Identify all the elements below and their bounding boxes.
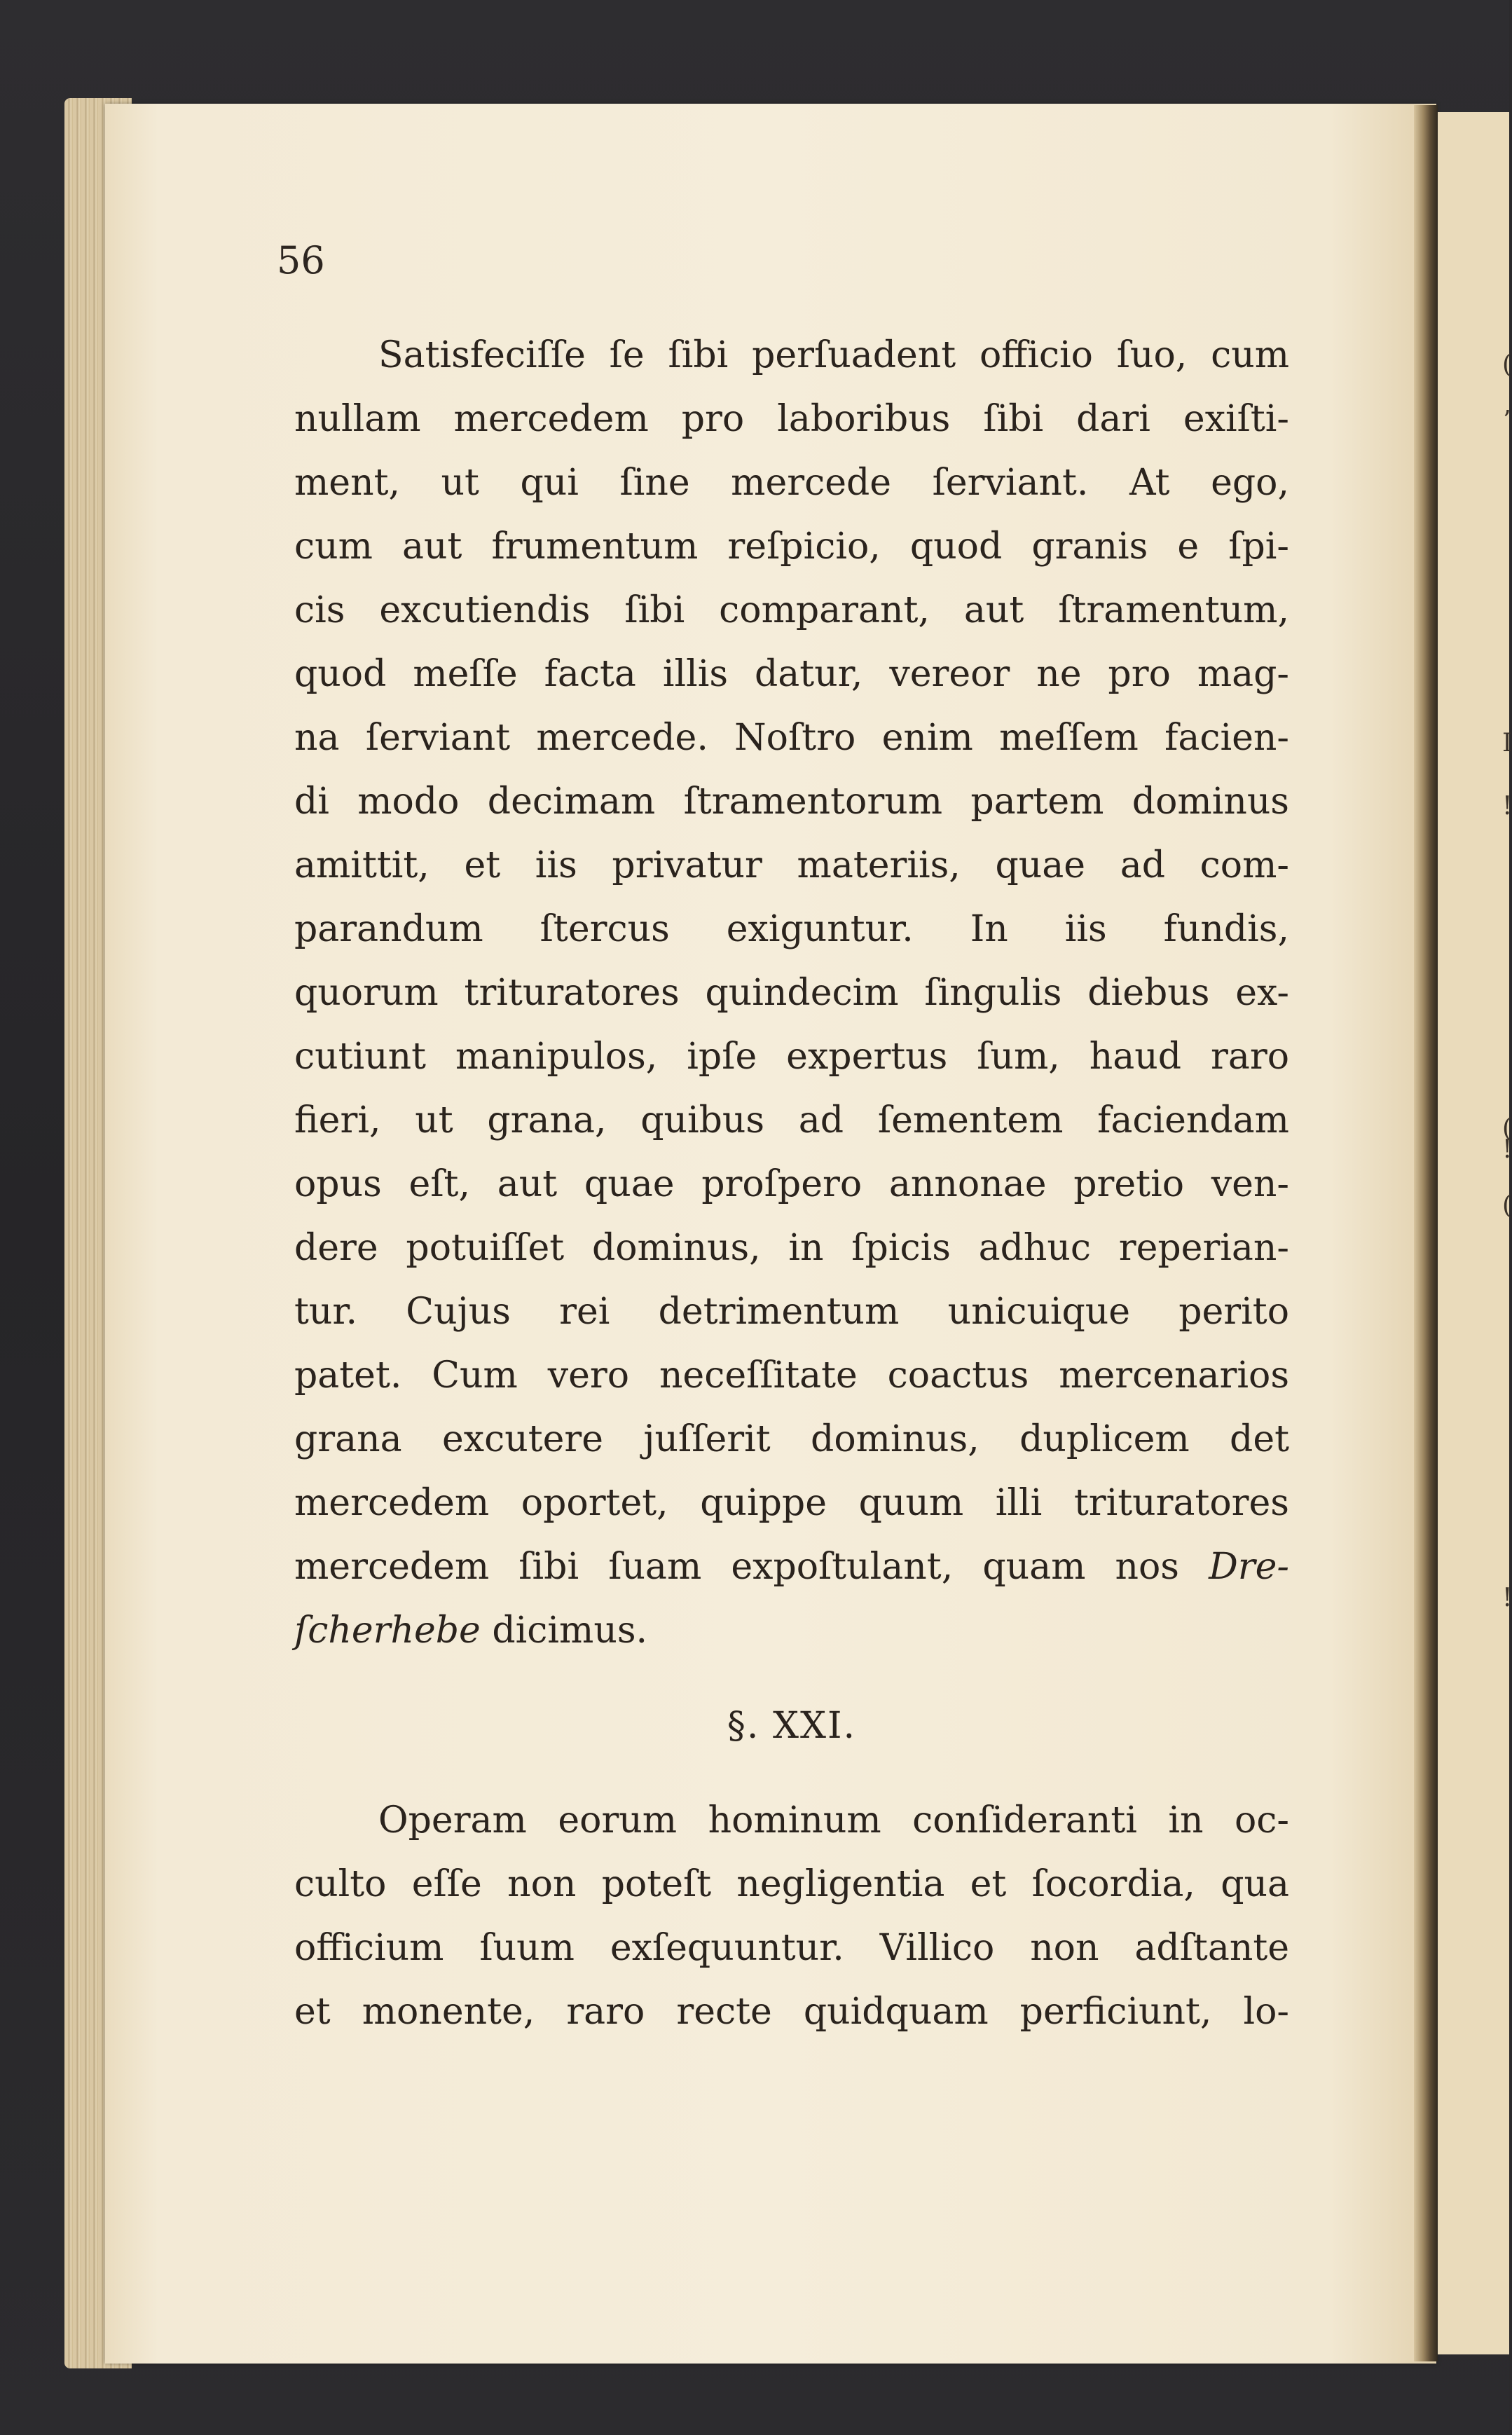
text-line: Operam eorum hominum conſideranti in oc- (378, 1799, 1289, 1841)
text-line: cutiunt manipulos, ipſe expertus ſum, haud raro (294, 1036, 1289, 1078)
text-line: nullam mercedem pro laboribus ſibi dari exiſti- (294, 398, 1289, 440)
book-gutter (1414, 105, 1438, 2361)
text-line: grana excutere juſſerit dominus, duplicem det (294, 1418, 1289, 1460)
facing-glyph: ( (1502, 350, 1512, 379)
text-line: mercedem oportet, quippe quum illi trituratores (294, 1482, 1289, 1524)
text-line: opus eſt, aut quae proſpero annonae pretio ven- (294, 1163, 1289, 1205)
facing-glyph: ! (1502, 1135, 1512, 1164)
facing-glyph: ( (1502, 1191, 1512, 1220)
text-line: amittit, et iis privatur materiis, quae ad com- (294, 844, 1289, 886)
facing-glyph: ! (1502, 792, 1512, 821)
facing-glyph: ʼ (1502, 406, 1511, 435)
text-line: officium ſuum exſequuntur. Villico non adſtante (294, 1927, 1289, 1969)
text-line: na ſerviant mercede. Noſtro enim meſſem facien- (294, 717, 1289, 759)
facing-glyph: ! (1502, 1584, 1512, 1612)
text-line: cis excutiendis ſibi comparant, aut ſtramentum, (294, 589, 1289, 631)
text-line: et monente, raro recte quidquam perficiunt, lo- (294, 1991, 1289, 2033)
italic-term: ſcherhebe (294, 1610, 481, 1652)
facing-glyph: ( (1502, 1114, 1512, 1143)
text-line: quorum trituratores quindecim ſingulis diebus ex- (294, 972, 1289, 1014)
facing-page-edge (1438, 112, 1512, 2354)
text-line: culto eſſe non poteſt negligentia et ſocordia, qua (294, 1863, 1289, 1905)
text-line (294, 1535, 1289, 1599)
section-heading: §. XXI. (727, 1705, 857, 1747)
text-line (294, 1599, 1289, 1663)
text-line: quod meſſe facta illis datur, vereor ne pro mag- (294, 653, 1289, 695)
italic-term: Dre- (1209, 1546, 1290, 1588)
facing-glyph: I (1502, 729, 1512, 757)
body-text (294, 324, 1289, 2044)
text-line: fieri, ut grana, quibus ad ſementem faciendam (294, 1099, 1289, 1141)
text-fragment: dicimus. (492, 1610, 648, 1652)
text-line: ment, ut qui ſine mercede ſerviant. At ego, (294, 462, 1289, 504)
text-line: parandum ſtercus exiguntur. In iis fundis, (294, 908, 1289, 950)
text-line: di modo decimam ſtramentorum partem dominus (294, 781, 1289, 823)
page-number: 56 (277, 238, 325, 282)
text-line: Satisfeciſſe ſe ſibi perſuadent officio ſuo, cum (378, 334, 1289, 376)
text-line: patet. Cum vero neceſſitate coactus mercenarios (294, 1354, 1289, 1397)
text-line: tur. Cujus rei detrimentum unicuique perito (294, 1291, 1289, 1333)
text-line: cum aut frumentum reſpicio, quod granis e ſpi- (294, 526, 1289, 568)
text-fragment: mercedem ſibi ſuam expoſtulant, quam nos (294, 1546, 1179, 1588)
text-line: dere potuiſſet dominus, in ſpicis adhuc reperian- (294, 1227, 1289, 1269)
